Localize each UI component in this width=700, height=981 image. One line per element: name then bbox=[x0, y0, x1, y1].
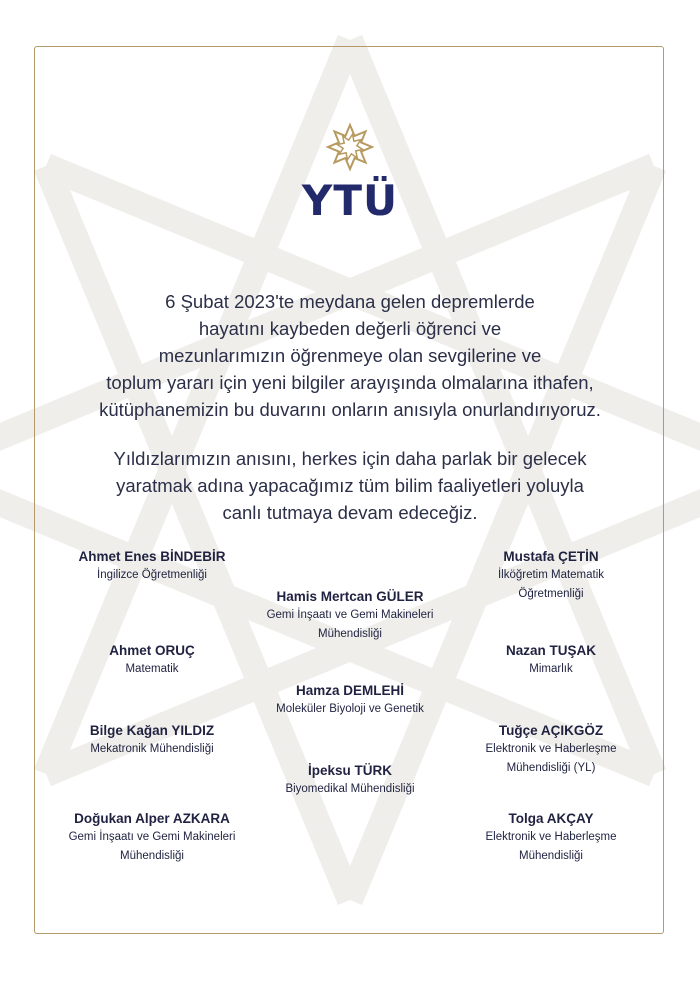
person-department: Mühendisliği bbox=[318, 628, 382, 640]
person-department: İlköğretim Matematik bbox=[497, 569, 605, 581]
memorial-person bbox=[52, 642, 252, 679]
person-department: Mühendisliği (YL) bbox=[506, 762, 596, 774]
ytu-star-emblem-icon bbox=[325, 122, 375, 172]
memory-line: canlı tutmaya devam edeceğiz. bbox=[222, 502, 478, 523]
person-department: Mimarlık bbox=[529, 663, 573, 675]
person-department: Elektronik ve Haberleşme bbox=[485, 831, 617, 843]
person-name: Bilge Kağan YILDIZ bbox=[89, 723, 215, 738]
person-department: Moleküler Biyoloji ve Genetik bbox=[276, 703, 424, 715]
person-department: Elektronik ve Haberleşme bbox=[485, 743, 617, 755]
dedication-line: hayatını kaybeden değerli öğrenci ve bbox=[198, 318, 502, 339]
person-name: Hamza DEMLEHİ bbox=[295, 683, 405, 698]
memory-line: yaratmak adına yapacağımız tüm bilim faaliyetleri yoluyla bbox=[116, 475, 584, 496]
person-department: Biyomedikal Mühendisliği bbox=[285, 783, 415, 795]
person-department: İngilizce Öğretmenliği bbox=[97, 569, 207, 581]
memorial-person bbox=[52, 548, 252, 585]
dedication-line: kütüphanemizin bu duvarını onların anısıyla onurlandırıyoruz. bbox=[99, 399, 601, 420]
memorial-person bbox=[52, 810, 252, 866]
person-department: Matematik bbox=[125, 663, 179, 675]
memorial-person bbox=[446, 722, 656, 778]
person-department: Gemi İnşaatı ve Gemi Makineleri bbox=[68, 831, 236, 843]
memorial-person bbox=[446, 548, 656, 604]
memorial-person bbox=[250, 588, 450, 644]
person-name: Ahmet ORUÇ bbox=[109, 643, 195, 658]
dedication-line: toplum yararı için yeni bilgiler arayışında olmalarına ithafen, bbox=[106, 372, 594, 393]
dedication-line: mezunlarımızın öğrenmeye olan sevgilerine ve bbox=[158, 345, 542, 366]
memory-paragraph bbox=[60, 445, 640, 526]
dedication-paragraph bbox=[60, 288, 640, 423]
memory-line: Yıldızlarımızın anısını, herkes için daha parlak bir gelecek bbox=[113, 448, 587, 469]
memorial-person bbox=[446, 642, 656, 679]
memorial-person bbox=[250, 762, 450, 799]
person-name: Hamis Mertcan GÜLER bbox=[276, 589, 424, 604]
person-name: Ahmet Enes BİNDEBİR bbox=[78, 549, 226, 564]
memorial-person bbox=[250, 682, 450, 719]
person-department: Mühendisliği bbox=[120, 850, 184, 862]
person-department: Öğretmenliği bbox=[518, 588, 584, 600]
person-department: Mekatronik Mühendisliği bbox=[90, 743, 214, 755]
person-name: Nazan TUŞAK bbox=[505, 643, 596, 658]
person-name: Tolga AKÇAY bbox=[508, 811, 594, 826]
ytu-logo: YTÜ bbox=[301, 176, 399, 225]
memorial-person bbox=[446, 810, 656, 866]
memorial-person bbox=[52, 722, 252, 759]
person-name: İpeksu TÜRK bbox=[307, 763, 392, 778]
person-name: Tuğçe AÇIKGÖZ bbox=[498, 723, 604, 738]
person-name: Doğukan Alper AZKARA bbox=[74, 811, 230, 826]
dedication-line: 6 Şubat 2023'te meydana gelen depremlerde bbox=[165, 291, 535, 312]
person-department: Gemi İnşaatı ve Gemi Makineleri bbox=[266, 609, 434, 621]
person-name: Mustafa ÇETİN bbox=[503, 549, 599, 564]
person-department: Mühendisliği bbox=[519, 850, 583, 862]
